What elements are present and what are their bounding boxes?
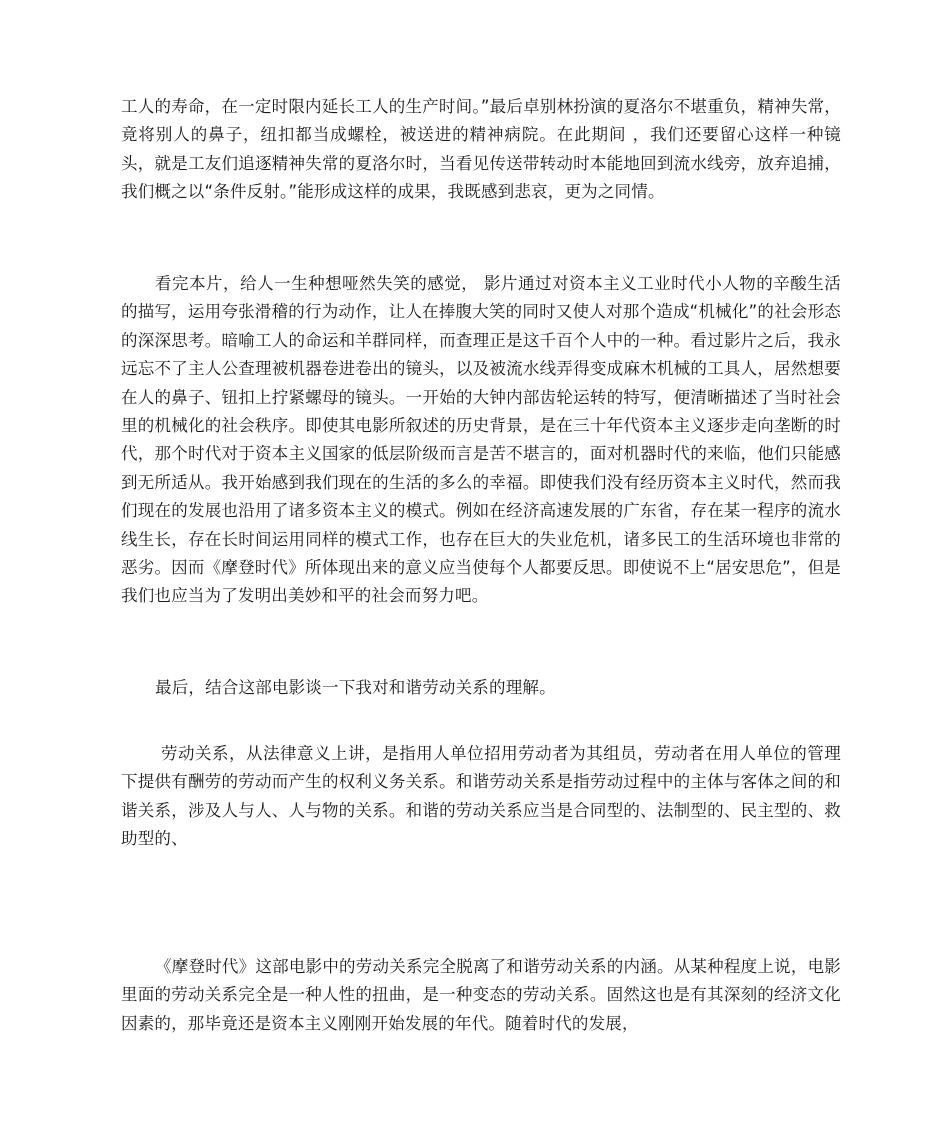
paragraph-2: 看完本片，给人一生种想哑然失笑的感觉， 影片通过对资本主义工业时代小人物的辛酸生活的描写，运用夸张滑稽的行为动作，让人在捧腹大笑的同时又使人对那个造成“机械化”的社会形态的深深思考。暗喻工人的命运和羊群同样，而查理正是这千百个人中的一种。看过影片之后，我永远忘不了主人公查理被机器卷进卷出的镜头，以及被流水线弄得变成麻木机械的工具人，居然想要在人的鼻子、钮扣上拧紧螺母的镜头。一开始的大钟内部齿轮运转的特写，便清晰描述了当时社会里的机械化的社会秩序。即使其电影所叙述的历史背景，是在三十年代资本主义逐步走向垄断的时代，那个时代对于资本主义国家的低层阶级而言是苦不堪言的，面对机器时代的来临，他们只能感到无所适从。我开始感到我们现在的生活的多么的幸福。即使我们没有经历资本主义时代，然而我们现在的发展也沿用了诸多资本主义的模式。例如在经济高速发展的广东省，存在某一程序的流水线生长，存在长时间运用同样的模式工作，也存在巨大的失业危机，诸多民工的生活环境也非常的恶劣。因而《摩登时代》所体现出来的意义应当使每个人都要反思。即使说不上“居安思危”，但是我们也应当为了发明出美妙和平的社会而努力吧。 bbox=[121, 274, 841, 606]
paragraph-5: 《摩登时代》这部电影中的劳动关系完全脱离了和谐劳动关系的内涵。从某种程度上说，电影里面的劳动关系完全是一种人性的扭曲，是一种变态的劳动关系。固然这也是有其深刻的经济文化因素的，那毕竟还是资本主义刚刚开始发展的年代。随着时代的发展， bbox=[121, 957, 841, 1033]
paragraph-1: 工人的寿命，在一定时限内延长工人的生产时间。”最后卓别林扮演的夏洛尔不堪重负，精神失常，竟将别人的鼻子，纽扣都当成螺栓，被送进的精神病院。在此期间 ，我们还要留心这样一种镜头，就是工友们追逐精神失常的夏洛尔时，当看见传送带转动时本能地回到流水线旁，放弃追捕，我们概之以“条件反射。”能形成这样的成果，我既感到悲哀，更为之同情。 bbox=[121, 97, 841, 202]
paragraph-4: 劳动关系，从法律意义上讲，是指用人单位招用劳动者为其组员，劳动者在用人单位的管理下提供有酬劳的劳动而产生的权利义务关系。和谐劳动关系是指劳动过程中的主体与客体之间的和谐关系，涉及人与人、人与物的关系。和谐的劳动关系应当是合同型的、法制型的、民主型的、救助型的、 bbox=[121, 744, 841, 849]
paragraph-3: 最后，结合这部电影谈一下我对和谐劳动关系的理解。 bbox=[155, 678, 556, 697]
